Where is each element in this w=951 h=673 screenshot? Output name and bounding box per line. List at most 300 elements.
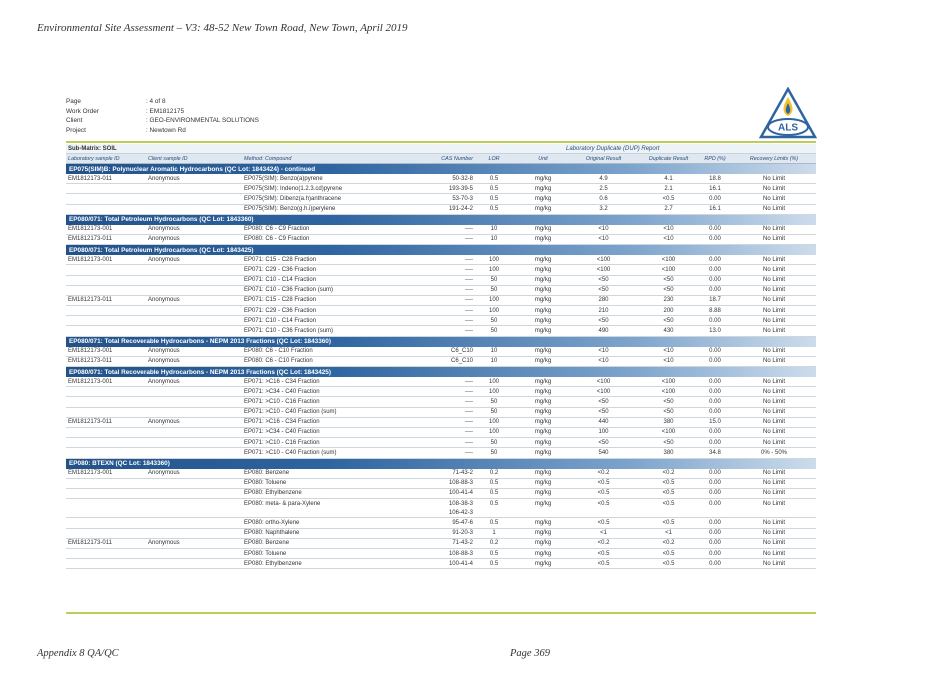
cell-cas-number: 108-88-3 [448, 550, 473, 557]
cell-original-result: <50 [598, 439, 609, 446]
cell-recovery-limits: No Limit [762, 358, 785, 365]
col-header: Method: Compound [244, 155, 292, 162]
cell-recovery-limits: No Limit [762, 388, 785, 395]
table-row [66, 276, 816, 286]
cell-original-result: <50 [598, 277, 609, 283]
cell-original-result: <10 [598, 358, 609, 365]
cell-duplicate-result: <100 [661, 378, 676, 385]
cell-compound: EP071: >C16 - C34 Fraction [244, 419, 320, 426]
cell-compound: EP075(SIM): Benzo(a)pyrene [244, 175, 323, 182]
section-header-row [66, 459, 816, 469]
cell-duplicate-result: 380 [663, 419, 674, 426]
col-header: Original Result [585, 155, 622, 162]
cell-unit: mg/kg [534, 266, 552, 273]
table-row [66, 235, 816, 245]
cell-original-result: <0.5 [597, 560, 610, 567]
cell-unit: mg/kg [534, 277, 552, 283]
cell-lor: 50 [490, 287, 498, 294]
table-row [66, 549, 816, 559]
cell-duplicate-result: <0.2 [662, 470, 675, 476]
cell-rpd: 0.00 [709, 195, 721, 202]
cell-duplicate-result: <0.5 [662, 500, 675, 507]
cell-compound: EP075(SIM): Dibenz(a.h)anthracene [244, 195, 342, 202]
col-header: RPD (%) [704, 155, 726, 162]
table-row [66, 255, 816, 265]
cell-lor: 50 [490, 439, 498, 446]
cell-cas-number: C6_C10 [450, 348, 473, 355]
cell-original-result: <1 [600, 530, 607, 537]
cell-original-result: 2.5 [599, 185, 608, 192]
table-row [66, 499, 816, 518]
meta-row-client [66, 116, 259, 126]
cell-compound: EP080: Ethylbenzene [244, 490, 302, 497]
cell-original-result: <10 [598, 226, 609, 233]
cell-duplicate-result: <0.2 [662, 540, 675, 547]
cell-cas-number: ---- [465, 297, 473, 304]
cell-lab-sample-id: EM1812173-011 [68, 175, 112, 182]
cell-rpd: 16.1 [709, 185, 721, 192]
column-header-row [66, 154, 816, 164]
sub-matrix-row [66, 144, 816, 154]
cell-original-result: <50 [598, 409, 609, 416]
col-header: Client sample ID [148, 155, 188, 162]
cell-lor: 0.5 [489, 500, 499, 507]
cell-duplicate-result: 230 [663, 297, 674, 304]
cell-lor: 0.2 [489, 540, 499, 547]
table-row [66, 377, 816, 387]
cell-rpd: 16.1 [709, 206, 721, 213]
col-header: Recovery Limits (%) [749, 155, 799, 162]
cell-original-result: <50 [598, 317, 609, 324]
cell-recovery-limits: No Limit [762, 419, 785, 426]
cell-duplicate-result: 4.1 [664, 175, 673, 182]
cell-unit: mg/kg [534, 378, 552, 385]
cell-duplicate-result: 430 [663, 327, 674, 334]
cell-duplicate-result: <1 [665, 530, 672, 537]
cell-compound: EP080: meta- & para-Xylene [244, 500, 321, 507]
section-title: EP080: BTEXN (QC Lot: 1843360) [69, 460, 170, 467]
cell-cas-number: ---- [465, 317, 473, 324]
cell-cas-number: 53-70-3 [452, 195, 473, 202]
cell-cas-number: 100-41-4 [448, 560, 473, 567]
col-header: Duplicate Result [648, 155, 689, 162]
meta-value: : 4 of 8 [146, 98, 166, 105]
cell-rpd: 0.00 [709, 519, 721, 526]
table-row [66, 347, 816, 357]
cell-compound: EP071: >C34 - C40 Fraction [244, 388, 320, 395]
cell-rpd: 8.88 [709, 307, 721, 314]
meta-key: Work Order [66, 107, 99, 115]
cell-duplicate-result: <0.5 [662, 519, 675, 526]
cell-original-result: <0.2 [597, 540, 610, 547]
cell-duplicate-result: 2.7 [664, 206, 673, 213]
cell-cas-number: ---- [465, 327, 473, 334]
cell-rpd: 0.00 [709, 439, 721, 446]
cell-client-sample-id: Anonymous [148, 226, 180, 233]
cell-unit: mg/kg [534, 480, 552, 487]
cell-unit: mg/kg [534, 307, 552, 314]
cell-original-result: <0.5 [597, 490, 610, 497]
cell-duplicate-result: <50 [663, 287, 674, 294]
cell-cas-number: ---- [465, 266, 473, 273]
cell-cas-number: 108-88-3 [448, 480, 473, 487]
cell-client-sample-id: Anonymous [148, 175, 180, 182]
cell-original-result: <50 [598, 287, 609, 294]
section-title: EP080/071: Total Petroleum Hydrocarbons (QC Lot: 1843425) [69, 246, 254, 254]
cell-unit: mg/kg [534, 409, 552, 416]
cell-cas-number: 91-20-3 [452, 530, 473, 537]
bottom-rule [66, 612, 816, 614]
cell-rpd: 0.00 [709, 490, 721, 497]
meta-key: Client [66, 117, 83, 124]
cell-compound: EP080: C6 - C9 Fraction [244, 236, 310, 243]
cell-rpd: 0.00 [709, 226, 721, 233]
cell-recovery-limits: No Limit [762, 206, 785, 213]
table-row [66, 296, 816, 306]
table-row [66, 225, 816, 235]
cell-original-result: 3.2 [599, 206, 608, 213]
cell-recovery-limits: No Limit [762, 550, 785, 557]
section-title: EP080/071: Total Recoverable Hydrocarbons - NEPM 2013 Fractions (QC Lot: 1843360) [69, 338, 331, 346]
cell-original-result: 280 [598, 297, 609, 304]
cell-duplicate-result: <0.5 [662, 490, 675, 497]
cell-compound: EP071: >C10 - C16 Fraction [244, 439, 320, 446]
cell-duplicate-result: <10 [663, 358, 674, 365]
cell-recovery-limits: No Limit [762, 470, 785, 476]
cell-cas-number: ---- [465, 409, 473, 416]
cell-unit: mg/kg [534, 550, 552, 557]
cell-original-result: <10 [598, 348, 609, 355]
cell-compound: EP080: Toluene [244, 480, 287, 487]
cell-compound: EP075(SIM): Benzo(g.h.i)perylene [244, 206, 336, 213]
cell-unit: mg/kg [534, 256, 552, 263]
table-row [66, 326, 816, 336]
cell-lor: 100 [488, 429, 499, 436]
table-row [66, 205, 816, 215]
cell-recovery-limits: No Limit [762, 307, 785, 314]
meta-key: Project [66, 126, 86, 134]
cell-lor: 0.2 [489, 470, 499, 476]
cell-cas-number: ---- [465, 388, 473, 395]
cell-lor: 100 [488, 307, 499, 314]
col-header: Laboratory sample ID [68, 155, 120, 162]
cell-lor: 100 [488, 378, 499, 385]
table-row [66, 438, 816, 448]
cell-original-result: <10 [598, 236, 609, 243]
footer-appendix: Appendix 8 QA/QC [37, 648, 119, 659]
cell-cas-number: 50-32-8 [452, 175, 473, 182]
table-row [66, 306, 816, 316]
cell-rpd: 0.00 [709, 530, 721, 537]
cell-duplicate-result: <10 [663, 236, 674, 243]
cell-duplicate-result: <100 [661, 388, 676, 395]
meta-value: : EM1812175 [146, 107, 185, 115]
cell-rpd: 0.00 [709, 266, 721, 273]
cell-rpd: 0.00 [709, 236, 721, 243]
cell-rpd: 0.00 [709, 470, 721, 476]
meta-value: : Newtown Rd [146, 126, 186, 134]
cell-duplicate-result: <10 [663, 348, 674, 355]
cell-cas-number: ---- [465, 419, 473, 426]
cell-rpd: 0.00 [709, 540, 721, 547]
cell-cas-number: ---- [465, 226, 473, 233]
cell-cas-number: ---- [465, 398, 473, 405]
cell-recovery-limits: No Limit [762, 480, 785, 487]
footer-page-number: Page 369 [510, 648, 550, 659]
table-row [66, 397, 816, 407]
cell-duplicate-result: <50 [663, 409, 674, 416]
cell-cas-number: C6_C10 [450, 358, 473, 365]
cell-rpd: 0.00 [709, 409, 721, 416]
cell-client-sample-id: Anonymous [148, 358, 180, 365]
table-row [66, 428, 816, 438]
cell-lab-sample-id: EM1812173-001 [68, 226, 113, 233]
cell-cas-number: ---- [465, 277, 473, 283]
cell-original-result: <100 [596, 378, 611, 385]
cell-duplicate-result: <0.5 [662, 560, 675, 567]
table-row [66, 286, 816, 296]
cell-original-result: <0.2 [597, 470, 610, 476]
cell-cas-number: ---- [465, 236, 473, 243]
cell-cas-number: 108-38-3 [448, 500, 473, 507]
table-row [66, 357, 816, 367]
cell-rpd: 0.00 [709, 277, 721, 283]
cell-unit: mg/kg [534, 206, 552, 213]
top-rule [66, 141, 816, 143]
cell-compound: EP071: C10 - C14 Fraction [244, 317, 317, 324]
cell-rpd: 15.0 [709, 419, 721, 426]
cell-compound: EP071: >C10 - C40 Fraction (sum) [244, 449, 337, 456]
table-row [66, 518, 816, 528]
cell-recovery-limits: No Limit [762, 519, 785, 526]
cell-original-result: 490 [598, 327, 609, 334]
cell-original-result: 4.9 [599, 175, 608, 182]
cell-client-sample-id: Anonymous [148, 256, 180, 263]
cell-lor: 1 [492, 530, 496, 537]
table-row [66, 184, 816, 194]
cell-unit: mg/kg [534, 388, 552, 395]
cell-compound: EP071: C29 - C36 Fraction [244, 266, 317, 273]
cell-compound: EP071: C15 - C28 Fraction [244, 297, 317, 304]
cell-recovery-limits: No Limit [762, 287, 785, 294]
cell-unit: mg/kg [534, 195, 552, 202]
cell-cas-number: ---- [465, 256, 473, 263]
cell-unit: mg/kg [534, 530, 552, 537]
cell-lor: 0.5 [489, 550, 499, 557]
cell-lor: 10 [490, 236, 498, 243]
cell-compound: EP080: C6 - C10 Fraction [244, 358, 313, 365]
cell-compound: EP071: C10 - C36 Fraction (sum) [244, 287, 334, 294]
col-header: LOR [488, 155, 500, 162]
cell-unit: mg/kg [534, 327, 552, 334]
cell-cas-number: 71-43-2 [452, 540, 473, 547]
cell-recovery-limits: No Limit [762, 185, 785, 192]
cell-rpd: 0.00 [709, 500, 721, 507]
cell-lor: 0.5 [489, 195, 499, 202]
cell-duplicate-result: <0.5 [662, 195, 675, 202]
cell-recovery-limits: No Limit [762, 560, 785, 567]
cell-recovery-limits: 0% - 50% [760, 449, 787, 456]
logo-text: ALS [778, 122, 798, 134]
cell-recovery-limits: No Limit [762, 500, 785, 507]
cell-lor: 0.5 [489, 480, 499, 487]
table-row [66, 174, 816, 184]
cell-rpd: 0.00 [709, 550, 721, 557]
cell-compound: EP080: Toluene [244, 550, 287, 557]
cell-original-result: <0.5 [597, 519, 610, 526]
cell-unit: mg/kg [534, 560, 552, 567]
cell-compound: EP071: >C34 - C40 Fraction [244, 429, 320, 436]
cell-original-result: 210 [598, 307, 609, 314]
cell-unit: mg/kg [534, 419, 552, 426]
cell-original-result: 100 [598, 429, 609, 436]
sub-matrix-label: Sub-Matrix: SOIL [68, 145, 117, 152]
cell-rpd: 13.0 [709, 327, 721, 334]
cell-rpd: 0.00 [709, 378, 721, 385]
cell-unit: mg/kg [534, 429, 552, 436]
als-logo-icon [758, 87, 818, 139]
cell-recovery-limits: No Limit [762, 256, 785, 263]
cell-cas-number: ---- [465, 439, 473, 446]
cell-cas-number: ---- [465, 449, 473, 456]
cell-compound: EP080: Naphthalene [244, 530, 300, 537]
cell-original-result: <0.5 [597, 550, 610, 557]
cell-lor: 0.5 [489, 175, 499, 182]
cell-lor: 50 [490, 277, 498, 283]
cell-rpd: 0.00 [709, 429, 721, 436]
cell-unit: mg/kg [534, 490, 552, 497]
cell-lor: 100 [488, 266, 499, 273]
cell-compound: EP080: Benzene [244, 540, 290, 547]
table-row [66, 316, 816, 326]
cell-cas-number: 100-41-4 [448, 490, 473, 497]
cell-unit: mg/kg [534, 185, 552, 192]
cell-duplicate-result: <50 [663, 439, 674, 446]
cell-cas-number: ---- [465, 307, 473, 314]
cell-lab-sample-id: EM1812173-001 [68, 470, 113, 476]
cell-client-sample-id: Anonymous [148, 236, 180, 243]
cell-compound: EP071: C29 - C36 Fraction [244, 307, 317, 314]
cell-lor: 0.5 [489, 185, 499, 192]
cell-unit: mg/kg [534, 297, 552, 304]
meta-row-page [66, 97, 259, 107]
cell-unit: mg/kg [534, 287, 552, 294]
document-header: Environmental Site Assessment – V3: 48-52 New Town Road, New Town, April 2019 [37, 22, 408, 34]
cell-original-result: <100 [596, 388, 611, 395]
cell-duplicate-result: <0.5 [662, 550, 675, 557]
cell-unit: mg/kg [534, 519, 552, 526]
cell-rpd: 0.00 [709, 287, 721, 294]
cell-lor: 100 [488, 297, 499, 304]
meta-key: Page [66, 98, 81, 105]
table-row [66, 448, 816, 458]
cell-lor: 100 [488, 388, 499, 395]
cell-unit: mg/kg [534, 470, 552, 476]
meta-row-work-order [66, 107, 259, 117]
cell-lor: 50 [490, 409, 498, 416]
cell-recovery-limits: No Limit [762, 490, 785, 497]
table-row [66, 265, 816, 275]
cell-cas-number-2: 106-42-3 [448, 509, 473, 516]
cell-compound: EP080: Benzene [244, 470, 290, 476]
cell-lor: 0.5 [489, 519, 499, 526]
section-header-row [66, 164, 816, 174]
table-row [66, 469, 816, 479]
cell-lab-sample-id: EM1812173-011 [68, 358, 112, 365]
table-row [66, 194, 816, 204]
cell-duplicate-result: 380 [663, 449, 674, 456]
cell-lor: 50 [490, 398, 498, 405]
cell-duplicate-result: <0.5 [662, 480, 675, 487]
section-header-row [66, 215, 816, 225]
cell-lor: 50 [490, 449, 498, 456]
cell-lor: 100 [488, 256, 499, 263]
cell-unit: mg/kg [534, 398, 552, 405]
cell-duplicate-result: <100 [661, 266, 676, 273]
report-metadata [66, 97, 259, 135]
cell-original-result: <100 [596, 256, 611, 263]
cell-rpd: 0.00 [709, 560, 721, 567]
cell-lor: 10 [490, 226, 498, 233]
cell-client-sample-id: Anonymous [148, 470, 180, 476]
cell-recovery-limits: No Limit [762, 327, 785, 334]
report-title: Laboratory Duplicate (DUP) Report [566, 145, 660, 152]
cell-client-sample-id: Anonymous [148, 348, 180, 355]
cell-recovery-limits: No Limit [762, 195, 785, 202]
cell-lab-sample-id: EM1812173-011 [68, 419, 112, 426]
cell-original-result: 440 [598, 419, 609, 426]
cell-cas-number: 191-24-2 [448, 206, 473, 213]
cell-rpd: 0.00 [709, 480, 721, 487]
cell-duplicate-result: <50 [663, 277, 674, 283]
cell-lor: 50 [490, 317, 498, 324]
cell-lor: 0.5 [489, 490, 499, 497]
cell-unit: mg/kg [534, 449, 552, 456]
cell-duplicate-result: <50 [663, 317, 674, 324]
table-row [66, 489, 816, 499]
cell-original-result: <100 [596, 266, 611, 273]
cell-unit: mg/kg [534, 540, 552, 547]
cell-unit: mg/kg [534, 317, 552, 324]
cell-compound: EP075(SIM): Indeno(1.2.3.cd)pyrene [244, 185, 343, 192]
cell-compound: EP071: >C10 - C40 Fraction (sum) [244, 409, 337, 416]
meta-value: : GEO-ENVIRONMENTAL SOLUTIONS [146, 117, 259, 124]
cell-lab-sample-id: EM1812173-011 [68, 297, 112, 304]
cell-compound: EP080: Ethylbenzene [244, 560, 302, 567]
cell-cas-number: ---- [465, 429, 473, 436]
cell-recovery-limits: No Limit [762, 530, 785, 537]
section-header-row [66, 245, 816, 255]
cell-lab-sample-id: EM1812173-011 [68, 236, 112, 243]
cell-rpd: 34.8 [709, 449, 721, 456]
cell-compound: EP071: C10 - C36 Fraction (sum) [244, 327, 334, 334]
cell-recovery-limits: No Limit [762, 175, 785, 182]
cell-lor: 50 [490, 327, 498, 334]
cell-rpd: 0.00 [709, 256, 721, 263]
cell-client-sample-id: Anonymous [148, 540, 180, 547]
cell-compound: EP080: ortho-Xylene [244, 519, 300, 526]
table-row [66, 539, 816, 549]
cell-lab-sample-id: EM1812173-011 [68, 540, 112, 547]
cell-client-sample-id: Anonymous [148, 297, 180, 304]
cell-recovery-limits: No Limit [762, 348, 785, 355]
cell-rpd: 18.8 [709, 175, 721, 182]
section-title: EP075(SIM)B: Polynuclear Aromatic Hydrocarbons (QC Lot: 1843424) - continued [69, 165, 316, 173]
cell-rpd: 0.00 [709, 317, 721, 324]
cell-original-result: <0.5 [597, 500, 610, 507]
cell-rpd: 0.00 [709, 358, 721, 365]
cell-recovery-limits: No Limit [762, 398, 785, 405]
